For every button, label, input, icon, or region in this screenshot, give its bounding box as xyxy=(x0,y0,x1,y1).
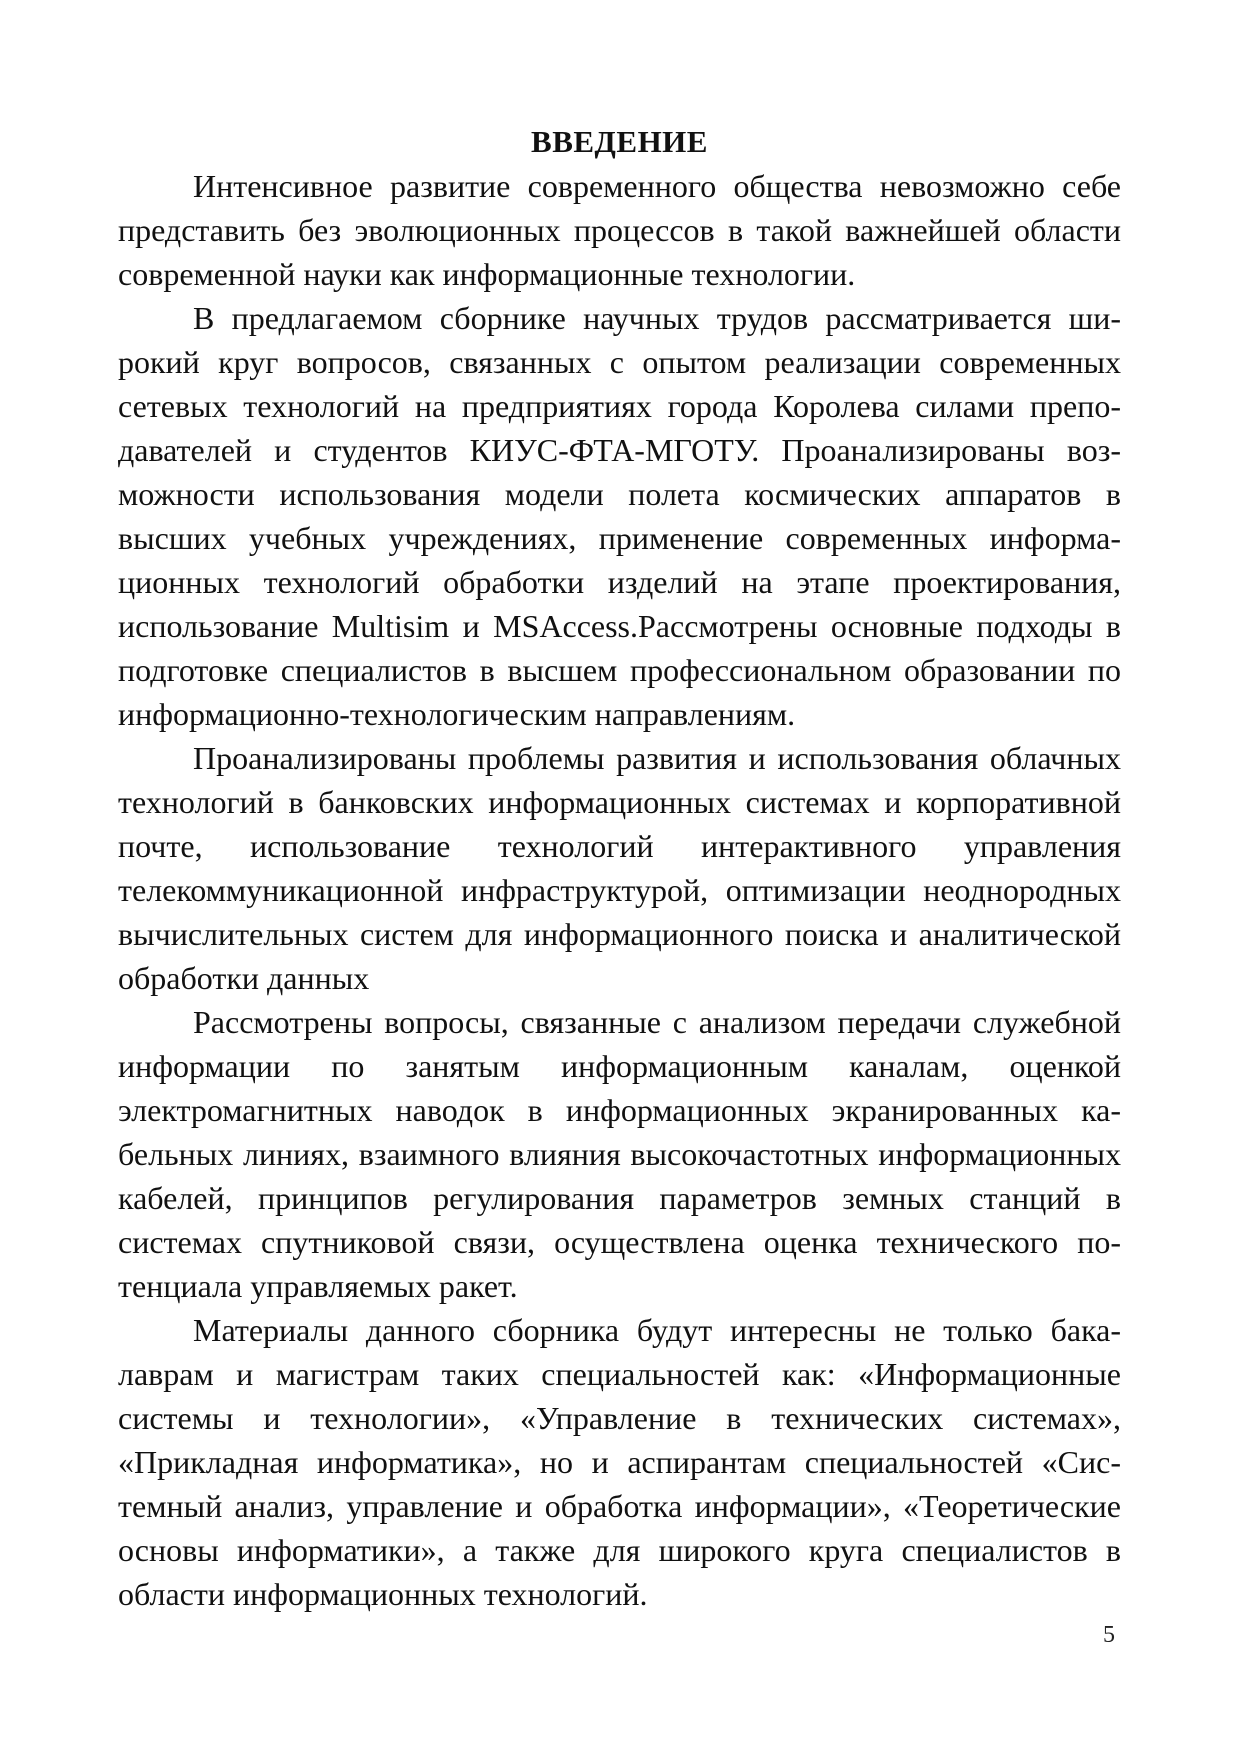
paragraph-5: Материалы данного сборника будут интересны не только бакалаврам и магистрам таких специальностей как: «Информационные системы и технологии», «Управление в технических системах», «Прикладная информатика», но и аспирантам специальностей «Системный анализ, управление и обработка информации», «Теоретические основы информатики», а также для широкого круга специалистов в области информационных технологий. xyxy=(118,1312,1121,1612)
paragraph-2: В предлагаемом сборнике научных трудов рассматривается широкий круг вопросов, связанных с опытом реализации современных сетевых технологий на предприятиях города Королева силами преподавателей и студентов КИУС-ФТА-МГОТУ. Проанализированы возможности использования модели полета космических аппаратов в высших учебных учреждениях, применение современных информационных технологий обработки изделий на этапе проектирования, использование Multisim и MSAccess.Рассмотрены основные подходы в подготовке специалистов в высшем профессиональном образовании по информационно-технологическим направлениям. xyxy=(118,300,1121,732)
paragraph-3: Проанализированы проблемы развития и использования облачных технологий в банковских информационных системах и корпоративной почте, использование технологий интерактивного управления телекоммуникационной инфраструктурой, оптимизации неоднородных вычислительных систем для информационного поиска и аналитической обработки данных xyxy=(118,740,1121,996)
paragraph-1: Интенсивное развитие современного общества невозможно себе представить без эволюционных процессов в такой важнейшей области современной науки как информационные технологии. xyxy=(118,168,1121,292)
paragraph-4: Рассмотрены вопросы, связанные с анализом передачи служебной информации по занятым информационным каналам, оценкой электромагнитных наводок в информационных экранированных кабельных линиях, взаимного влияния высокочастотных информационных кабелей, принципов регулирования параметров земных станций в системах спутниковой связи, осуществлена оценка технического потенциала управляемых ракет. xyxy=(118,1004,1121,1304)
document-body xyxy=(118,120,1121,1616)
page-title: ВВЕДЕНИЕ xyxy=(531,124,708,159)
page-number: 5 xyxy=(1103,1622,1115,1648)
